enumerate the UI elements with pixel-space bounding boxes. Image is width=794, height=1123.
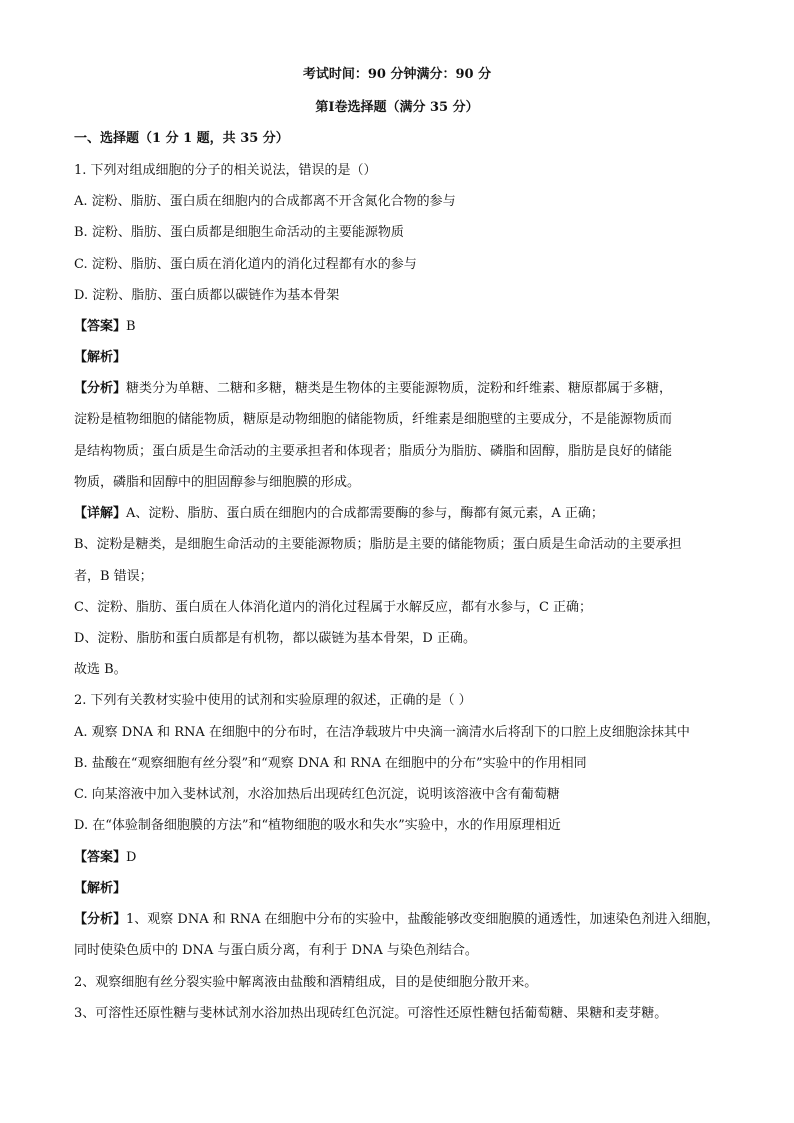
q1-option-d: D. 淀粉、脂肪、蛋白质都以碳链作为基本骨架 — [74, 288, 340, 303]
q1-option-b: B. 淀粉、脂肪、蛋白质都是细胞生命活动的主要能源物质 — [74, 225, 404, 240]
answer-value: B — [126, 319, 136, 334]
q1-fenxi-line-1 — [74, 379, 724, 399]
exam-time-header: 考试时间：90 分钟满分：90 分 — [302, 67, 492, 82]
q1-fenxi-line-3: 是结构物质；蛋白质是生命活动的主要承担者和体现者；脂质分为脂肪、磷脂和固醇，脂肪是良好的储能 — [74, 444, 673, 459]
q2-option-c: C. 向某溶液中加入斐林试剂，水浴加热后出现砖红色沉淀，说明该溶液中含有葡萄糖 — [74, 787, 560, 802]
q2-option-a: A. 观察 DNA 和 RNA 在细胞中的分布时，在洁净载玻片中央滴一滴清水后将刮下的口腔上皮细胞涂抹其中 — [74, 725, 690, 740]
answer-value: D — [126, 850, 137, 865]
q2-fenxi-line-2: 同时使染色质中的 DNA 与蛋白质分离，有利于 DNA 与染色剂结合。 — [74, 943, 478, 958]
volume-title: 第Ⅰ卷选择题（满分 35 分） — [315, 100, 479, 115]
q1-analysis-label: 【解析】 — [74, 350, 127, 365]
q1-stem: 1. 下列对组成细胞的分子的相关说法，错误的是（） — [74, 163, 377, 178]
q1-option-c: C. 淀粉、脂肪、蛋白质在消化道内的消化过程都有水的参与 — [74, 257, 417, 272]
q1-xiangjie-line-5: D、淀粉、脂肪和蛋白质都是有机物，都以碳链为基本骨架，D 正确。 — [74, 631, 476, 646]
q2-stem: 2. 下列有关教材实验中使用的试剂和实验原理的叙述，正确的是（ ） — [74, 693, 472, 708]
q1-fenxi-line-4: 物质，磷脂和固醇中的胆固醇参与细胞膜的形成。 — [74, 475, 361, 490]
q1-option-a: A. 淀粉、脂肪、蛋白质在细胞内的合成都离不开含氮化合物的参与 — [74, 194, 456, 209]
fenxi-text: 糖类分为单糖、二糖和多糖，糖类是生物体的主要能源物质，淀粉和纤维素、糖原都属于多糖， — [126, 381, 673, 396]
q1-xiangjie-line-4: C、淀粉、脂肪、蛋白质在人体消化道内的消化过程属于水解反应，都有水参与，C 正确； — [74, 600, 593, 615]
answer-label: 【答案】 — [74, 850, 127, 865]
q2-point-2: 2、观察细胞有丝分裂实验中解离液由盐酸和酒精组成，目的是使细胞分散开来。 — [74, 975, 538, 990]
q2-point-3: 3、可溶性还原性糖与斐林试剂水浴加热出现砖红色沉淀。可溶性还原性糖包括葡萄糖、果糖和麦芽糖。 — [74, 1006, 668, 1021]
q2-analysis-label: 【解析】 — [74, 881, 127, 896]
fenxi-text: 1、观察 DNA 和 RNA 在细胞中分布的实验中，盐酸能够改变细胞膜的通透性，加速染色剂进入细胞， — [126, 912, 720, 927]
fenxi-label: 【分析】 — [74, 381, 127, 396]
q1-xiangjie-line-1 — [74, 504, 724, 524]
section-title: 一、选择题（1 分 1 题，共 35 分） — [74, 131, 289, 146]
fenxi-label: 【分析】 — [74, 912, 127, 927]
q1-fenxi-line-2: 淀粉是植物细胞的储能物质，糖原是动物细胞的储能物质，纤维素是细胞壁的主要成分，不是能源物质而 — [74, 412, 673, 427]
q1-xiangjie-line-3: 者，B 错误； — [74, 569, 153, 584]
xiangjie-text: A、淀粉、脂肪、蛋白质在细胞内的合成都需要酶的参与，酶都有氮元素，A 正确； — [126, 506, 604, 521]
q1-answer — [74, 317, 724, 337]
q1-xiangjie-line-2: B、淀粉是糖类，是细胞生命活动的主要能源物质；脂肪是主要的储能物质；蛋白质是生命活动的主要承担 — [74, 537, 682, 552]
q2-option-d: D. 在“体验制备细胞膜的方法”和“植物细胞的吸水和失水”实验中，水的作用原理相近 — [74, 818, 561, 833]
xiangjie-label: 【详解】 — [74, 506, 127, 521]
answer-label: 【答案】 — [74, 319, 127, 334]
q1-conclusion: 故选 B。 — [74, 662, 127, 677]
q2-fenxi-line-1 — [74, 910, 724, 930]
q2-option-b: B. 盐酸在“观察细胞有丝分裂”和“观察 DNA 和 RNA 在细胞中的分布”实验中的作用相同 — [74, 756, 587, 771]
q2-answer — [74, 848, 724, 868]
